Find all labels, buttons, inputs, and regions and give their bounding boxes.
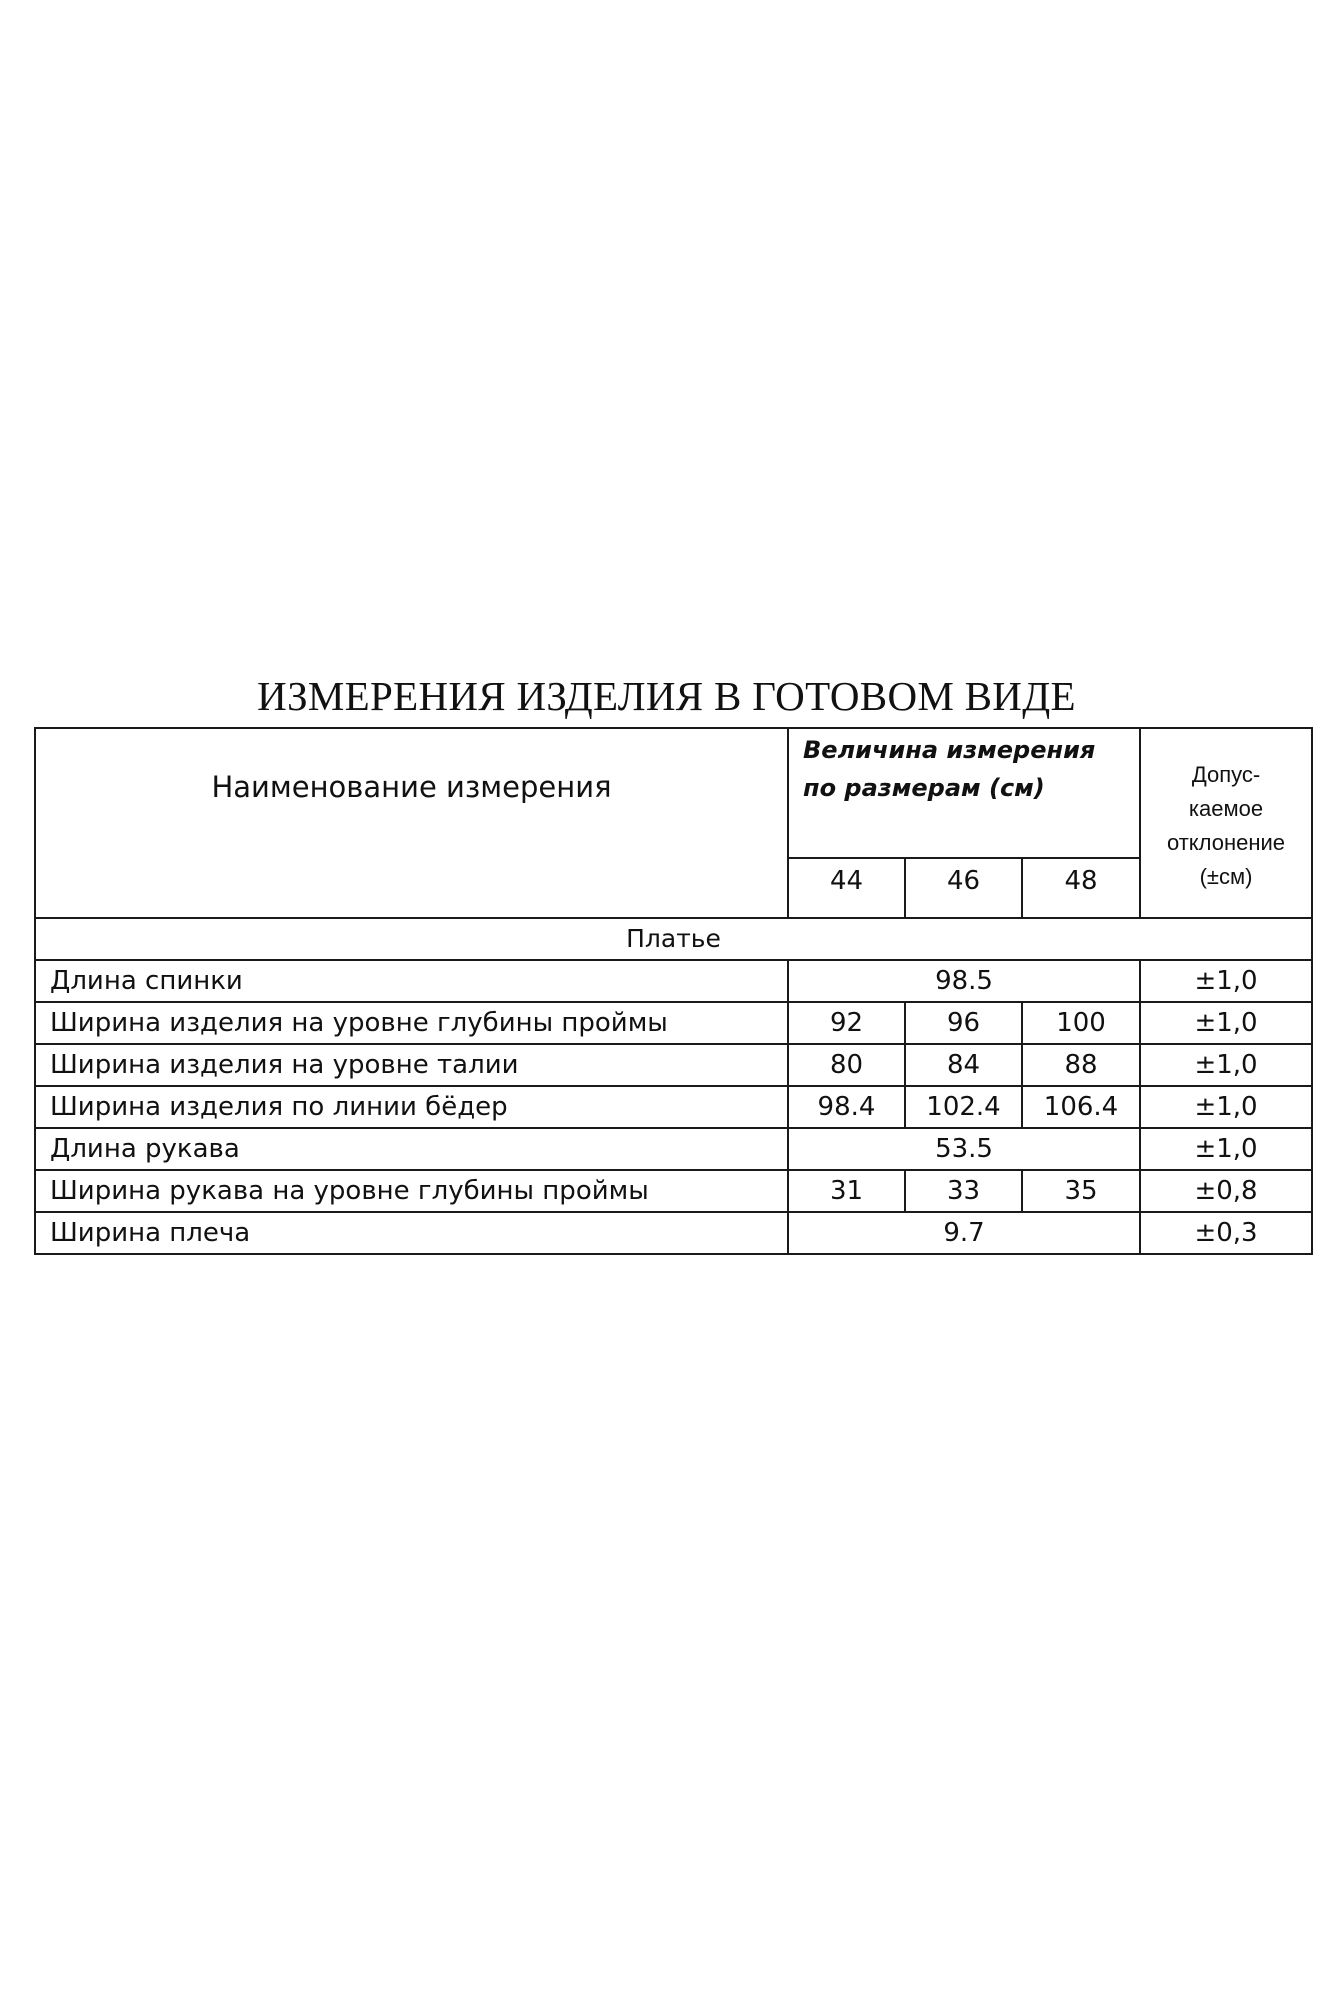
size-46-header: 46 <box>905 858 1022 918</box>
row-value-44: 31 <box>788 1170 905 1212</box>
row-name: Ширина плеча <box>35 1212 788 1254</box>
table-row <box>35 1212 1312 1254</box>
row-name: Ширина рукава на уровне глубины проймы <box>35 1170 788 1212</box>
row-name: Ширина изделия по линии бёдер <box>35 1086 788 1128</box>
table-row <box>35 1170 1312 1212</box>
row-value-46: 33 <box>905 1170 1022 1212</box>
table-row <box>35 960 1312 1002</box>
document-title: ИЗМЕРЕНИЯ ИЗДЕЛИЯ В ГОТОВОМ ВИДЕ <box>257 673 1076 719</box>
row-value-46: 96 <box>905 1002 1022 1044</box>
row-tolerance: ±0,8 <box>1140 1170 1312 1212</box>
row-name: Длина спинки <box>35 960 788 1002</box>
row-value-46: 102.4 <box>905 1086 1022 1128</box>
row-value-44: 98.4 <box>788 1086 905 1128</box>
table-row <box>35 1128 1312 1170</box>
row-value-44: 92 <box>788 1002 905 1044</box>
header-tolerance-line-1: Допус- <box>1191 762 1261 787</box>
row-tolerance: ±1,0 <box>1140 1086 1312 1128</box>
row-name: Ширина изделия на уровне глубины проймы <box>35 1002 788 1044</box>
header-row <box>35 728 1312 858</box>
header-measurement-name: Наименование измерения <box>35 728 788 918</box>
row-value-48: 88 <box>1022 1044 1140 1086</box>
row-value-46: 84 <box>905 1044 1022 1086</box>
header-tolerance-line-2: каемое <box>1188 796 1264 821</box>
header-values-line-1: Величина измерения <box>803 736 1096 764</box>
row-value-all-sizes: 53.5 <box>788 1128 1140 1170</box>
size-48-header: 48 <box>1022 858 1140 918</box>
table-row <box>35 1086 1312 1128</box>
header-tolerance-line-4: (±см) <box>1199 864 1253 889</box>
table-row <box>35 1002 1312 1044</box>
header-measurement-values <box>788 728 1140 858</box>
row-value-48: 35 <box>1022 1170 1140 1212</box>
row-tolerance: ±1,0 <box>1140 1002 1312 1044</box>
row-tolerance: ±1,0 <box>1140 1044 1312 1086</box>
row-name: Длина рукава <box>35 1128 788 1170</box>
section-row <box>35 918 1312 960</box>
row-value-44: 80 <box>788 1044 905 1086</box>
row-value-all-sizes: 98.5 <box>788 960 1140 1002</box>
section-title: Платье <box>35 918 1312 960</box>
row-value-48: 100 <box>1022 1002 1140 1044</box>
header-tolerance <box>1140 728 1312 918</box>
header-tolerance-line-3: отклонение <box>1166 830 1286 855</box>
row-name: Ширина изделия на уровне талии <box>35 1044 788 1086</box>
size-44-header: 44 <box>788 858 905 918</box>
row-tolerance: ±1,0 <box>1140 1128 1312 1170</box>
header-values-line-2: по размерам (см) <box>803 774 1045 802</box>
row-value-48: 106.4 <box>1022 1086 1140 1128</box>
measurements-table <box>34 727 1313 1255</box>
row-value-all-sizes: 9.7 <box>788 1212 1140 1254</box>
table-row <box>35 1044 1312 1086</box>
row-tolerance: ±1,0 <box>1140 960 1312 1002</box>
row-tolerance: ±0,3 <box>1140 1212 1312 1254</box>
